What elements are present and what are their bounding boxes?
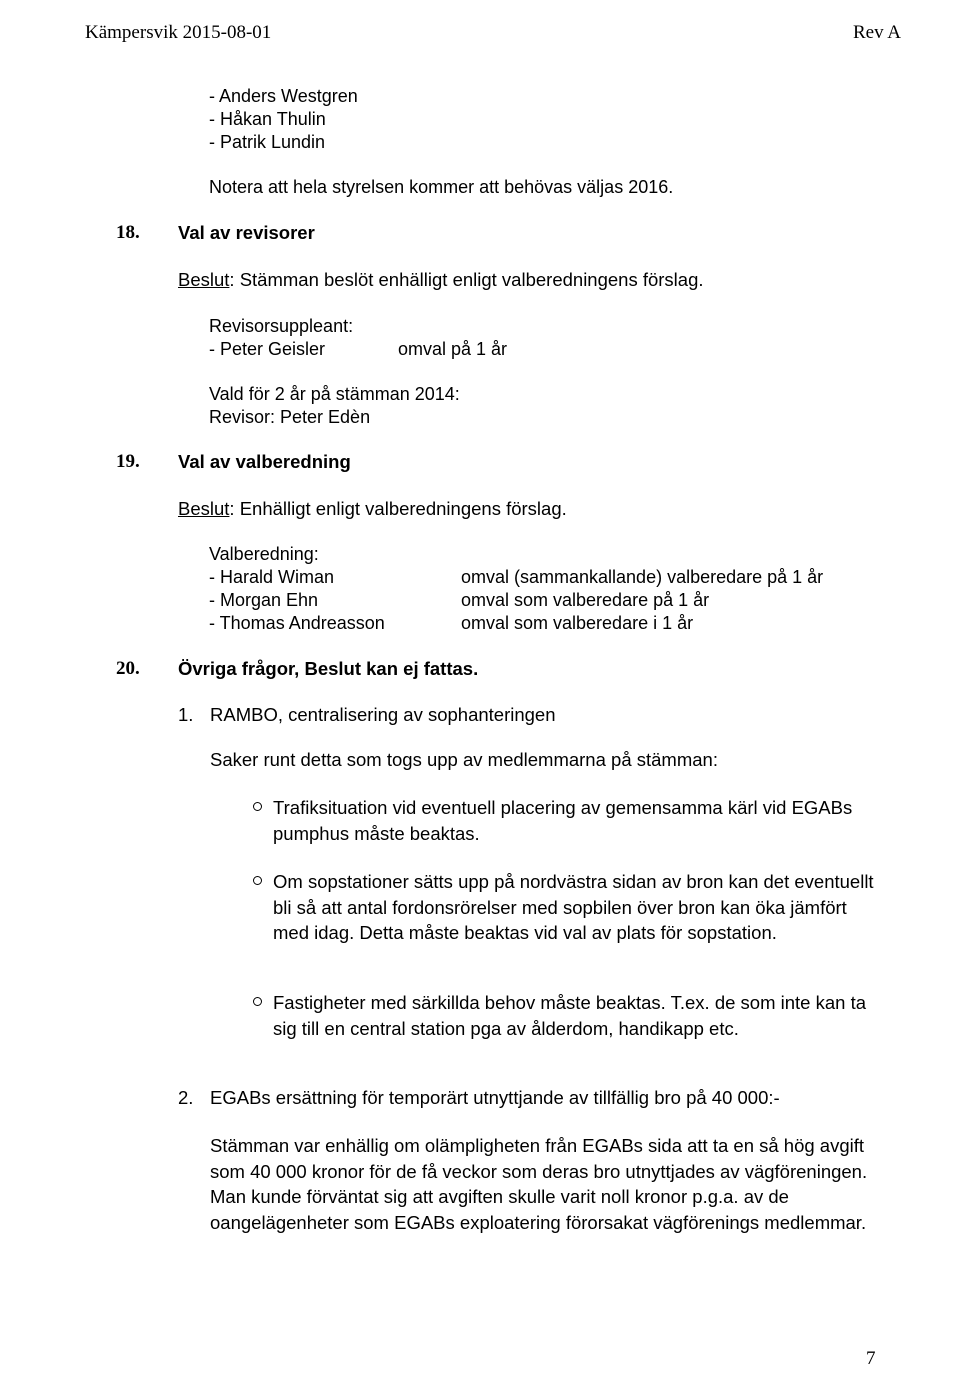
committee-member-3-term: omval som valberedare i 1 år — [461, 613, 694, 633]
section-19-title: Val av valberedning — [178, 451, 351, 472]
committee-member-1-term: omval (sammankallande) valberedare på 1 år — [461, 567, 824, 587]
section-18-title: Val av revisorer — [178, 222, 315, 243]
header-revision: Rev A — [853, 22, 902, 43]
section-18-number: 18. — [116, 222, 140, 243]
header-document-title: Kämpersvik 2015-08-01 — [85, 22, 272, 43]
item-1-intro: Saker runt detta som togs upp av medlemmarna på stämman: — [210, 749, 718, 770]
decision-text: : Stämman beslöt enhälligt enligt valberedningens förslag. — [229, 269, 704, 290]
section-20-number: 20. — [116, 658, 140, 679]
section-19-number: 19. — [116, 451, 140, 472]
auditor-deputy-term: omval på 1 år — [398, 339, 508, 359]
auditor-line: Revisor: Peter Edèn — [209, 407, 371, 427]
nomination-committee-label: Valberedning: — [209, 544, 319, 564]
item-2-text: Stämman var enhällig om olämpligheten från EGABs sida att ta en så hög avgift som 40 000 kronor för de få veckor som deras bro utnyttjades av vägföreningen. Man kunde förväntat sig att avgiften skulle varit noll kronor p.g.a. av de oangelägenheter som EGABs exploatering förorsakat vägförenings medlemmar. — [210, 1135, 868, 1233]
section-18-decision — [178, 269, 704, 291]
committee-member-2-name: - Morgan Ehn — [209, 590, 319, 610]
section-20-title: Övriga frågor, Beslut kan ej fattas. — [178, 658, 479, 679]
decision-label: Beslut — [178, 269, 230, 290]
bullet-item-3: Fastigheter med särkillda behov måste beaktas. T.ex. de som inte kan ta sig till en central station pga av ålderdom, handikapp etc. — [273, 992, 866, 1039]
item-2-title: EGABs ersättning för temporärt utnyttjande av tillfällig bro på 40 000:- — [210, 1087, 780, 1108]
decision-text: : Enhälligt enligt valberedningens förslag. — [229, 498, 567, 519]
item-1-title: RAMBO, centralisering av sophanteringen — [210, 704, 556, 725]
bullet-icon — [253, 876, 262, 885]
bullet-item-1: Trafiksituation vid eventuell placering av gemensamma kärl vid EGABs pumphus måste beaktas. — [273, 797, 853, 844]
committee-member-1-name: - Harald Wiman — [209, 567, 335, 587]
board-member-2: - Håkan Thulin — [209, 109, 326, 129]
item-1-number: 1. — [178, 704, 194, 725]
committee-member-2-term: omval som valberedare på 1 år — [461, 590, 710, 610]
decision-label: Beslut — [178, 498, 230, 519]
section-19-decision — [178, 498, 567, 520]
auditor-deputy-name: - Peter Geisler — [209, 339, 326, 359]
bullet-icon — [253, 802, 262, 811]
bullet-item-2: Om sopstationer sätts upp på nordvästra sidan av bron kan det eventuellt bli så att antal fordonsrörelser med sopbilen över bron kan öka jämfört med idag. Detta måste beaktas vid val av plats för sopstation. — [273, 871, 874, 943]
committee-member-3-name: - Thomas Andreasson — [209, 613, 385, 633]
item-2-number: 2. — [178, 1087, 194, 1108]
auditor-deputy-label: Revisorsuppleant: — [209, 316, 354, 336]
page-number: 7 — [866, 1348, 876, 1369]
bullet-icon — [253, 997, 262, 1006]
board-note: Notera att hela styrelsen kommer att behövas väljas 2016. — [209, 177, 674, 197]
board-member-3: - Patrik Lundin — [209, 132, 326, 152]
elected-2014-line: Vald för 2 år på stämman 2014: — [209, 384, 460, 404]
board-member-1: - Anders Westgren — [209, 86, 358, 106]
